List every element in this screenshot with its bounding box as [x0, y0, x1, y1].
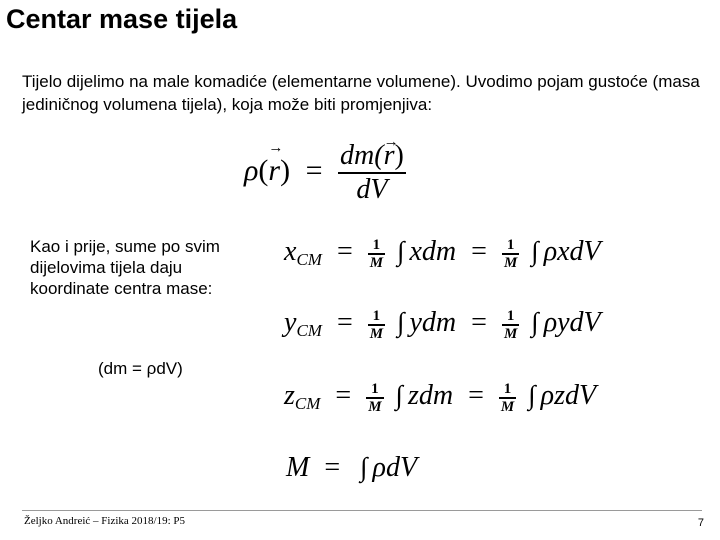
page-number: 7 — [697, 517, 704, 529]
equals-sign: = — [471, 236, 487, 267]
equals-sign: = — [468, 380, 484, 411]
formula-var: x — [284, 236, 297, 267]
integral-sign: ∫ — [531, 236, 539, 266]
fraction-numerator: 1 — [502, 237, 519, 255]
footer-divider — [22, 510, 702, 511]
equals-sign: = — [336, 236, 353, 267]
formula-var: y — [284, 307, 297, 338]
fraction-numerator-left: dm( — [340, 140, 384, 171]
one-over-m-fraction — [499, 381, 516, 415]
one-over-m-fraction — [502, 308, 519, 342]
one-over-m-fraction — [502, 237, 519, 271]
y-cm-formula — [284, 307, 601, 342]
integrand: xdm — [409, 236, 457, 267]
formula-subscript: CM — [294, 394, 321, 413]
fraction-numerator-right: ) — [394, 140, 404, 171]
formula-subscript: CM — [296, 321, 322, 340]
rho-symbol: ρ — [244, 153, 259, 187]
equals-sign: = — [324, 452, 341, 483]
integrand: zdm — [407, 380, 454, 411]
fraction-denominator: M — [503, 254, 518, 271]
one-over-m-fraction — [368, 237, 385, 271]
dm-note: (dm = ρdV) — [98, 359, 183, 378]
one-over-m-fraction — [368, 308, 385, 342]
formula-var: z — [284, 380, 295, 411]
integral-sign: ∫ — [360, 452, 368, 482]
fraction-numerator: 1 — [366, 381, 383, 399]
fraction-denominator: M — [500, 398, 515, 415]
fraction-denominator: M — [503, 325, 518, 342]
integral-sign: ∫ — [531, 307, 539, 337]
integrand: ρxdV — [543, 236, 601, 267]
fraction-numerator: 1 — [499, 381, 516, 399]
fraction-numerator: 1 — [368, 237, 385, 255]
equals-sign: = — [336, 307, 353, 338]
slide-title: Centar mase tijela — [6, 4, 238, 34]
mass-symbol: M — [286, 452, 310, 483]
integral-sign: ∫ — [528, 380, 536, 410]
integrand: ρdV — [372, 452, 418, 483]
integral-sign: ∫ — [395, 380, 403, 410]
integrand: ρzdV — [540, 380, 597, 411]
intro-paragraph: Tijelo dijelimo na male komadiće (elementarne volumene). Uvodimo pojam gustoće (masa jediničnog volumena tijela), koja može biti promjenjiva: — [22, 72, 700, 114]
dm-over-dv-fraction — [338, 140, 406, 206]
fraction-denominator: dV — [356, 174, 388, 205]
fraction-numerator: 1 — [368, 308, 385, 326]
fraction-denominator: M — [369, 325, 384, 342]
density-formula: ρ(→ r) = $\frac{dm(\to r)}{dV}$ — [244, 140, 406, 206]
integral-sign: ∫ — [397, 307, 405, 337]
side-text: Kao i prije, sume po svim dijelovima tijela daju koordinate centra mase: — [30, 237, 220, 298]
mass-formula — [286, 452, 417, 484]
formula-subscript: CM — [296, 250, 322, 269]
integral-sign: ∫ — [397, 236, 405, 266]
equals-sign: = — [305, 153, 323, 187]
fraction-numerator: 1 — [502, 308, 519, 326]
fraction-denominator: M — [369, 254, 384, 271]
position-vector: → r — [268, 154, 280, 188]
equals-sign: = — [335, 380, 352, 411]
one-over-m-fraction — [366, 381, 383, 415]
z-cm-formula — [284, 380, 596, 415]
x-cm-formula — [284, 236, 601, 271]
footer-author-course: Željko Andreić – Fizika 2018/19: P5 — [24, 515, 186, 527]
integrand: ρydV — [543, 307, 601, 338]
integrand: ydm — [409, 307, 457, 338]
equals-sign: = — [471, 307, 487, 338]
fraction-denominator: M — [368, 398, 382, 415]
numerator-vector: → r — [384, 140, 395, 172]
